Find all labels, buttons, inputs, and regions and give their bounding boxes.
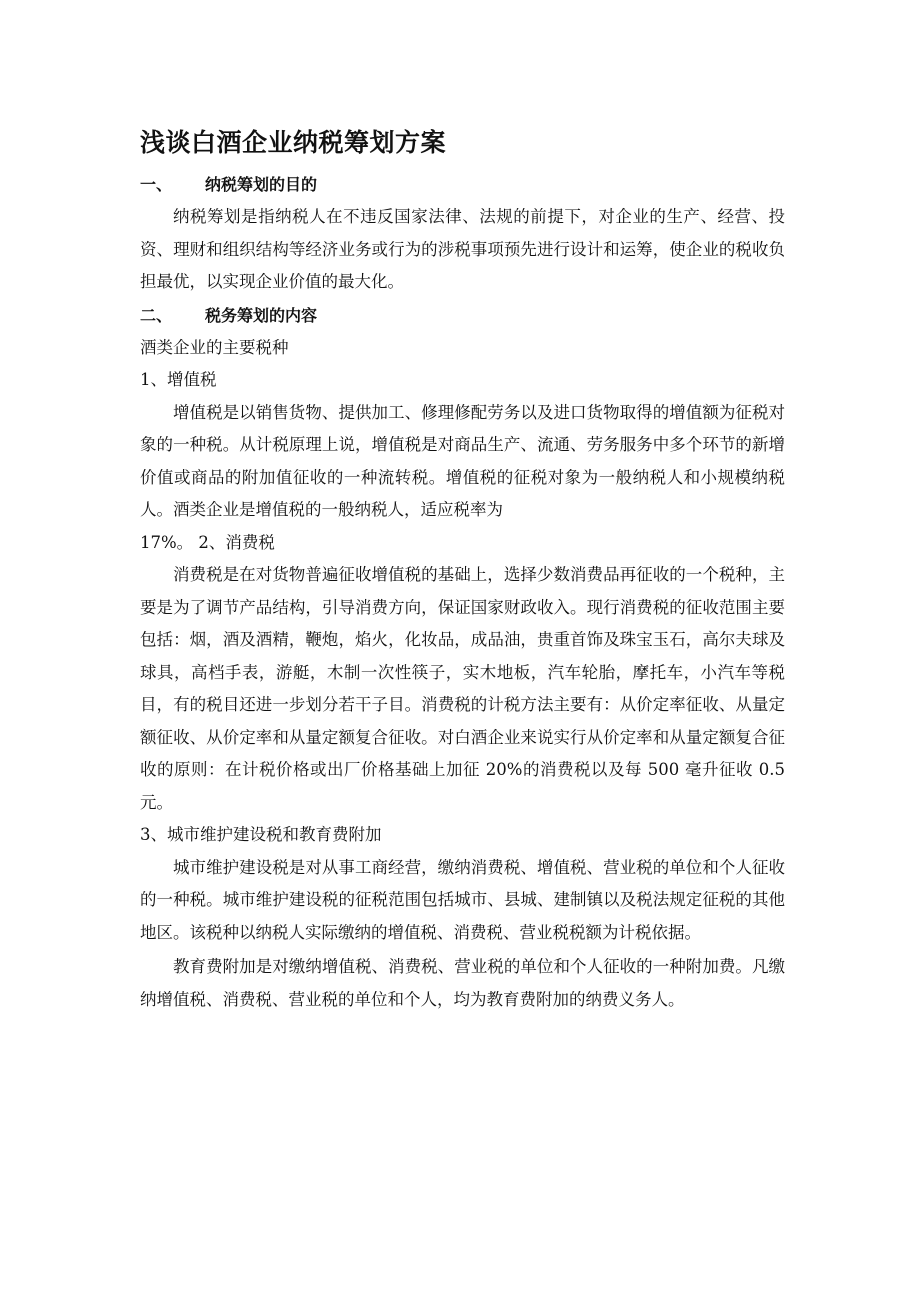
- section-2-subheading: 酒类企业的主要税种: [140, 337, 289, 357]
- item-3-title: 3、城市维护建设税和教育费附加: [140, 825, 382, 844]
- item-2-paragraph: 消费税是在对货物普遍征收增值税的基础上，选择少数消费品再征收的一个税种，主要是为了调节产品结构，引导消费方向，保证国家财政收入。现行消费税的征收范围主要包括：烟，酒及酒精，鞭炮，焰火，化妆品，成品油，贵重首饰及珠宝玉石，高尔夫球及球具，高档手表，游艇，木制一次性筷子，实木地板，汽车轮胎，摩托车，小汽车等税目，有的税目还进一步划分若干子目。消费税的计税方法主要有：从价定率征收、从量定额征收、从价定率和从量定额复合征收。对白酒企业来说实行从价定率和从量定额复合征收的原则：在计税价格或出厂价格基础上加征 20%的消费税以及每 500 毫升征收 0.5 元。: [140, 565, 785, 812]
- section-2-title: 税务筹划的内容: [205, 305, 318, 325]
- item-3-paragraph-1: 城市维护建设税是对从事工商经营，缴纳消费税、增值税、营业税的单位和个人征收的一种税。城市维护建设税的征税范围包括城市、县城、建制镇以及税法规定征税的其他地区。该税种以纳税人实际缴纳的增值税、消费税、营业税税额为计税依据。: [140, 857, 785, 942]
- section-1-paragraph: 纳税筹划是指纳税人在不违反国家法律、法规的前提下，对企业的生产、经营、投资、理财和组织结构等经济业务或行为的涉税事项预先进行设计和运筹，使企业的税收负担最优，以实现企业价值的最大化。: [140, 207, 785, 291]
- item-3-paragraph-2: 教育费附加是对缴纳增值税、消费税、营业税的单位和个人征收的一种附加费。凡缴纳增值税、消费税、营业税的单位和个人，均为教育费附加的纳费义务人。: [140, 957, 785, 1009]
- document-title: 浅谈白酒企业纳税筹划方案: [140, 128, 447, 157]
- section-2-number: 二、: [140, 305, 173, 325]
- section-2-heading: [140, 299, 785, 332]
- item-1-tail-and-item-2-title: 17%。 2、消费税: [140, 532, 275, 552]
- section-1-number: 一、: [140, 175, 173, 194]
- document-page: [140, 118, 785, 1016]
- item-1-title: 1、增值税: [140, 370, 217, 389]
- item-1-paragraph: 增值税是以销售货物、提供加工、修理修配劳务以及进口货物取得的增值额为征税对象的一种税。从计税原理上说，增值税是对商品生产、流通、劳务服务中多个环节的新增价值或商品的附加值征收的一种流转税。增值税的征税对象为一般纳税人和小规模纳税人。酒类企业是增值税的一般纳税人，适应税率为: [140, 402, 785, 519]
- section-1-title: 纳税筹划的目的: [205, 175, 318, 194]
- section-1-heading: [140, 168, 785, 201]
